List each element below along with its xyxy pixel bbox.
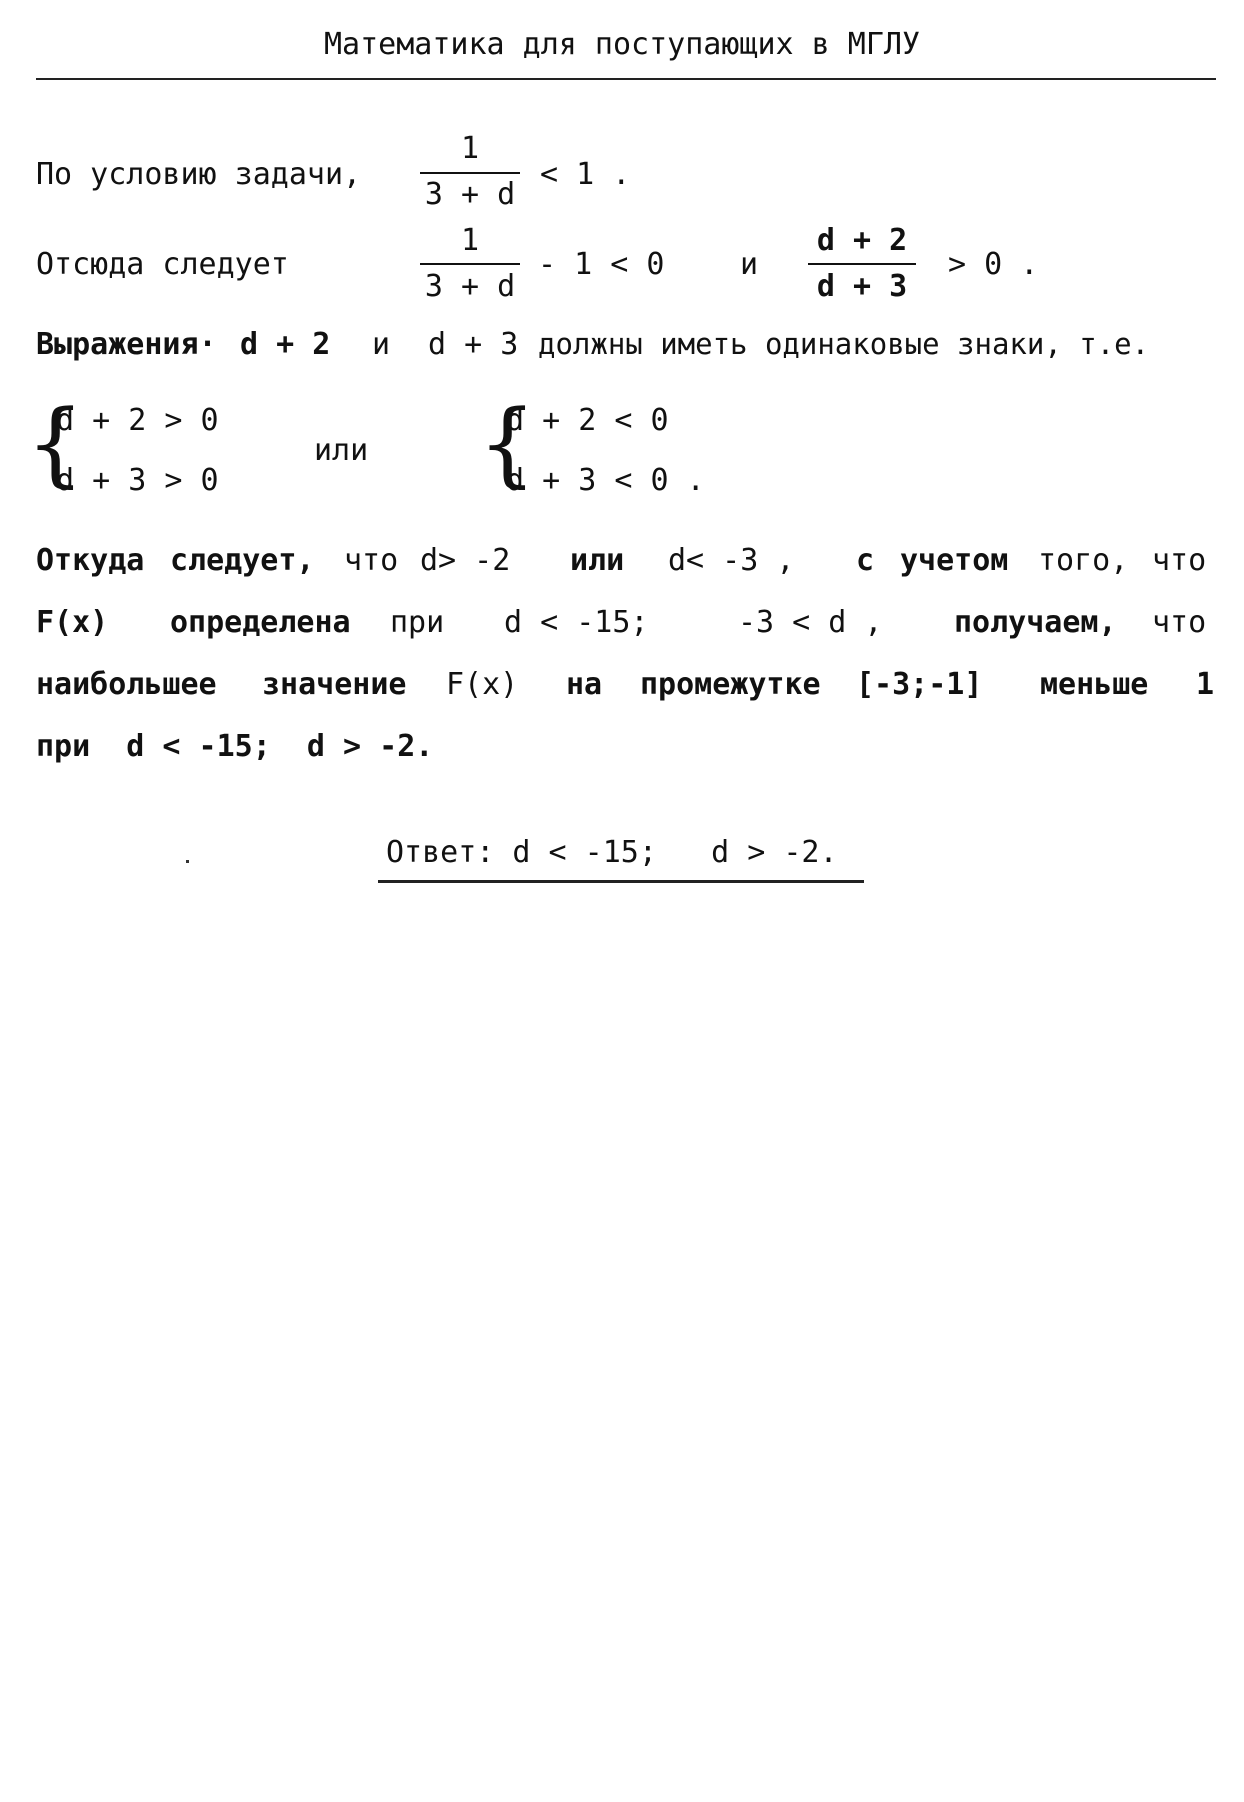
fraction2-numerator: d + 2: [816, 223, 908, 258]
condition-lead: По условию задачи,: [36, 157, 362, 192]
answer-text: Ответ: d < -15; d > -2.: [386, 835, 838, 870]
expressions-lead: Выражения·: [36, 327, 217, 362]
fraction2-bar: [808, 263, 916, 265]
expressions-rest: должны иметь одинаковые знаки, т.е.: [538, 327, 1150, 361]
left-system-line-2: d + 3 > 0: [56, 463, 219, 498]
para2-word-6: получаем,: [954, 605, 1117, 640]
consequence-lead: Отсюда следует: [36, 247, 289, 282]
para1-word-7: с: [856, 543, 875, 578]
expression-1: d + 2: [240, 327, 331, 362]
para3-word-3: F(x): [446, 667, 519, 702]
para2-word-2: определена: [170, 605, 351, 640]
para3-word-7: меньше: [1040, 667, 1149, 702]
para1-expr-1: d> -2: [420, 543, 511, 578]
para1-expr-2: d< -3 ,: [668, 543, 795, 578]
fraction1-rest: - 1 < 0: [538, 247, 665, 282]
consequence-conjunction: и: [740, 247, 759, 282]
para2-word-3: при: [390, 605, 445, 640]
right-system-brace: {: [478, 390, 537, 497]
fraction2-denominator: d + 3: [816, 269, 908, 304]
para1-word-3: что: [344, 543, 399, 578]
para1-word-10: что: [1152, 543, 1207, 578]
answer-underline: [378, 880, 864, 883]
systems-or: или: [314, 433, 369, 468]
fraction2-rest: > 0 .: [948, 247, 1039, 282]
right-system-line-1: d + 2 < 0: [506, 403, 669, 438]
left-system-line-1: d + 2 > 0: [56, 403, 219, 438]
para1-word-1: Откуда: [36, 543, 145, 578]
para2-word-1: F(x): [36, 605, 109, 640]
para1-word-8: учетом: [900, 543, 1009, 578]
condition-numerator: 1: [460, 131, 480, 166]
para3-interval: [-3;-1]: [856, 667, 983, 702]
page-title: Математика для поступающих в МГЛУ: [323, 27, 921, 62]
condition-denominator: 3 + d: [424, 177, 516, 212]
para1-word-9: того,: [1038, 543, 1129, 578]
expressions-conjunction: и: [372, 327, 391, 362]
para1-word-5: или: [570, 543, 625, 578]
stray-dot: [186, 860, 189, 863]
fraction1-denominator: 3 + d: [424, 269, 516, 304]
para3-word-5: промежутке: [640, 667, 821, 702]
fraction1-numerator: 1: [460, 223, 480, 258]
para2-expr-1: d < -15;: [504, 605, 649, 640]
fraction1-bar: [420, 263, 520, 265]
condition-relation: < 1 .: [540, 157, 631, 192]
expression-2: d + 3: [428, 327, 519, 362]
para2-expr-2: -3 < d ,: [738, 605, 883, 640]
para4-line: при d < -15; d > -2.: [36, 729, 434, 764]
left-system-brace: {: [26, 390, 85, 497]
para3-word-8: 1: [1196, 667, 1215, 702]
header-rule: [36, 78, 1216, 80]
para3-word-2: значение: [262, 667, 407, 702]
condition-fraction-bar: [420, 172, 520, 174]
para2-word-7: что: [1152, 605, 1207, 640]
para3-word-1: наибольшее: [36, 667, 217, 702]
para3-word-4: на: [566, 667, 603, 702]
para1-word-2: следует,: [170, 543, 315, 578]
right-system-line-2: d + 3 < 0 .: [506, 463, 705, 498]
